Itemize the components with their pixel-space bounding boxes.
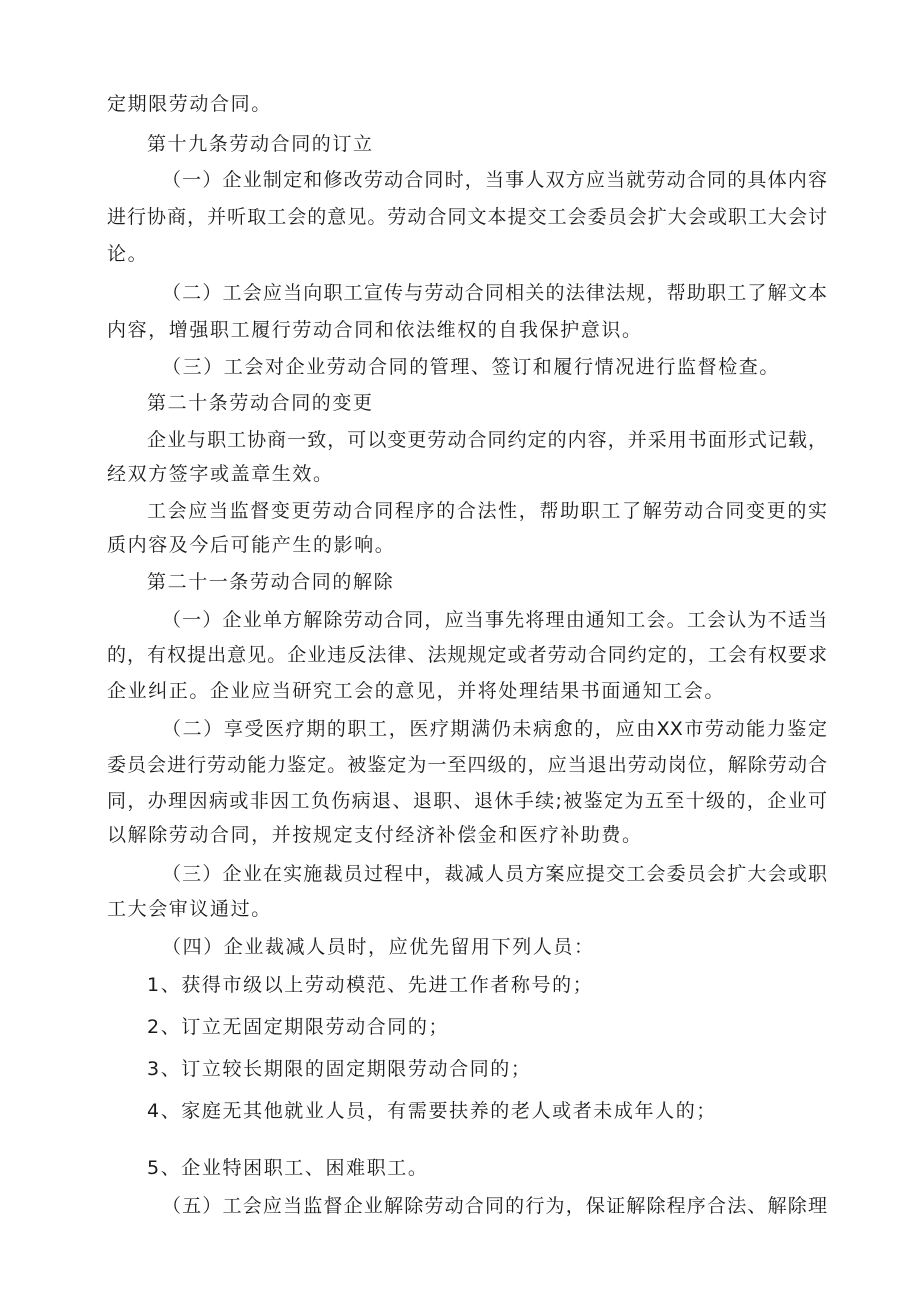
- text-line: 定期限劳动合同。: [107, 93, 272, 115]
- text-line: 的，有权提出意见。企业违反法律、法规规定或者劳动合同约定的，工会有权要求: [107, 644, 827, 666]
- text-line: 经双方签字或盖章生效。: [107, 463, 334, 485]
- text-line: 工会应当监督变更劳动合同程序的合法性，帮助职工了解劳动合同变更的实: [147, 500, 827, 522]
- text-line: 企业纠正。企业应当研究工会的意见，并将处理结果书面通知工会。: [107, 680, 726, 702]
- text-line: （三）工会对企业劳动合同的管理、签订和履行情况进行监督检查。: [162, 356, 781, 378]
- text-line: 以解除劳动合同，并按规定支付经济补偿金和医疗补助费。: [107, 824, 643, 846]
- list-item: 5、企业特困职工、困难职工。: [147, 1157, 429, 1179]
- text-line: （二）工会应当向职工宣传与劳动合同相关的法律法规，帮助职工了解文本: [162, 282, 827, 304]
- article-heading: 第十九条劳动合同的订立: [147, 133, 374, 155]
- list-item: 3、订立较长期限的固定期限劳动合同的；: [147, 1058, 532, 1080]
- text-line: （五）工会应当监督企业解除劳动合同的行为，保证解除程序合法、解除理: [162, 1195, 827, 1217]
- article-heading: 第二十一条劳动合同的解除: [147, 571, 395, 593]
- text-line: 进行协商，并听取工会的意见。劳动合同文本提交工会委员会扩大会或职工大会讨: [107, 206, 827, 228]
- text-line: 委员会进行劳动能力鉴定。被鉴定为一至四级的，应当退出劳动岗位，解除劳动合: [107, 754, 827, 776]
- text-line: 同，办理因病或非因工负伤病退、退职、退休手续;被鉴定为五至十级的，企业可: [107, 790, 827, 812]
- list-item: 2、订立无固定期限劳动合同的；: [147, 1016, 450, 1038]
- text-line: （三）企业在实施裁员过程中，裁减人员方案应提交工会委员会扩大会或职: [162, 863, 827, 885]
- text-line: （一）企业制定和修改劳动合同时，当事人双方应当就劳动合同的具体内容: [162, 169, 827, 191]
- text-line: 企业与职工协商一致，可以变更劳动合同约定的内容，并采用书面形式记载，: [147, 429, 827, 451]
- text-line: （二）享受医疗期的职工，医疗期满仍未病愈的，应由XX市劳动能力鉴定: [162, 718, 827, 740]
- list-item: 1、获得市级以上劳动模范、先进工作者称号的；: [147, 974, 594, 996]
- article-heading: 第二十条劳动合同的变更: [147, 392, 374, 414]
- text-line: （四）企业裁减人员时，应优先留用下列人员：: [162, 936, 595, 958]
- text-line: 内容，增强职工履行劳动合同和依法维权的自我保护意识。: [107, 319, 643, 341]
- text-line: （一）企业单方解除劳动合同，应当事先将理由通知工会。工会认为不适当: [162, 609, 827, 631]
- text-line: 工大会审议通过。: [107, 898, 272, 920]
- list-item: 4、家庭无其他就业人员，有需要扶养的老人或者未成年人的；: [147, 1100, 717, 1122]
- text-line: 质内容及今后可能产生的影响。: [107, 534, 396, 556]
- text-line: 论。: [107, 243, 149, 265]
